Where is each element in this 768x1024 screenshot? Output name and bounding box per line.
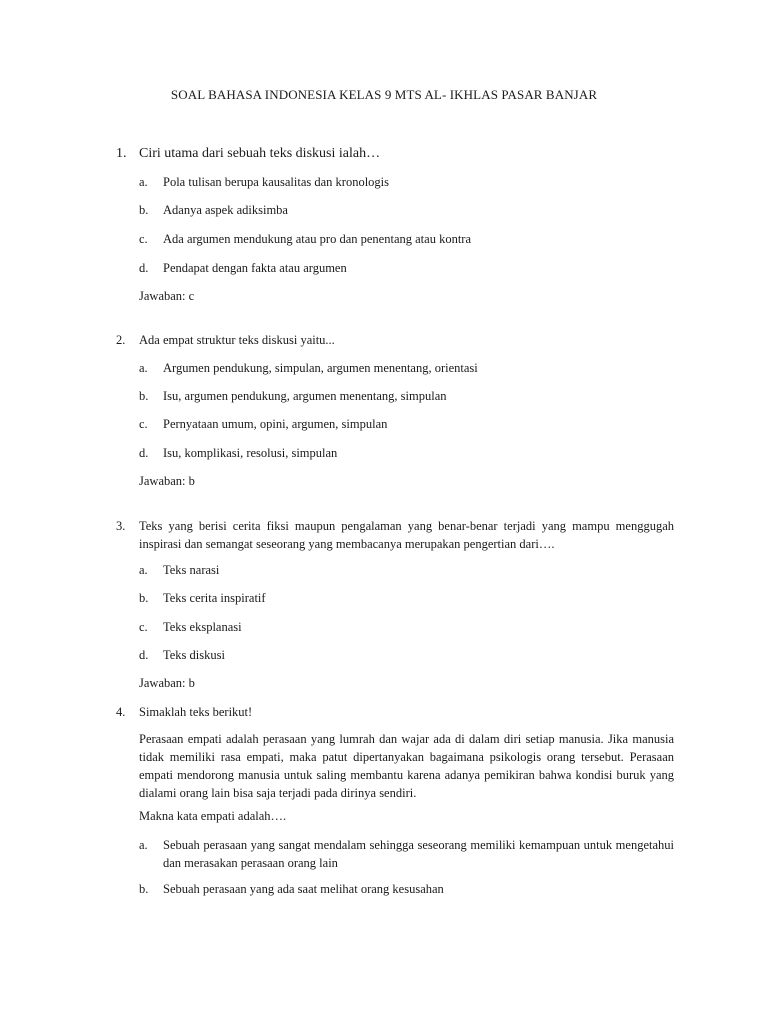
q4-number: 4. [116, 705, 126, 719]
q4-option-a-text: Sebuah perasaan yang sangat mendalam sehingga seseorang memiliki kemampuan untuk mengetahui dan merasakan perasaan orang lain [163, 838, 674, 870]
q4-text: Simaklah teks berikut! [139, 705, 253, 719]
q2-option-d-text: Isu, komplikasi, resolusi, simpulan [163, 446, 338, 460]
q2-option-d-letter: d. [139, 446, 149, 460]
q4-option-b-text: Sebuah perasaan yang ada saat melihat orang kesusahan [163, 882, 444, 896]
q3-option-c-letter: c. [139, 620, 148, 634]
q2-text: Ada empat struktur teks diskusi yaitu... [139, 333, 335, 347]
q1-text: Ciri utama dari sebuah teks diskusi ialah… [139, 146, 381, 161]
q4-option-a-letter: a. [139, 838, 148, 852]
q1-option-d-letter: d. [139, 261, 149, 275]
document-title: SOAL BAHASA INDONESIA KELAS 9 MTS AL- IKHLAS PASAR BANJAR [170, 87, 598, 102]
q2-number: 2. [116, 333, 126, 347]
q1-option-b-text: Adanya aspek adiksimba [163, 203, 288, 217]
q1-number: 1. [116, 146, 127, 161]
q4-question: Makna kata empati adalah…. [139, 809, 287, 823]
q1-option-b-letter: b. [139, 203, 149, 217]
q2-option-b-letter: b. [139, 389, 149, 403]
q3-option-b-letter: b. [139, 591, 149, 605]
q2-option-b-text: Isu, argumen pendukung, argumen menentang, simpulan [163, 389, 447, 403]
q3-number: 3. [116, 519, 126, 533]
q3-option-d-text: Teks diskusi [163, 648, 225, 662]
q1-option-a-letter: a. [139, 175, 148, 189]
q2-option-c-text: Pernyataan umum, opini, argumen, simpulan [163, 417, 388, 431]
q3-option-b-text: Teks cerita inspiratif [163, 591, 266, 605]
q3-option-c-text: Teks eksplanasi [163, 620, 242, 634]
q2-option-a-text: Argumen pendukung, simpulan, argumen menentang, orientasi [163, 361, 478, 375]
q2-option-c-letter: c. [139, 417, 148, 431]
q1-option-a-text: Pola tulisan berupa kausalitas dan kronologis [163, 175, 390, 189]
q4-option-b-letter: b. [139, 882, 149, 896]
q4-passage: Perasaan empati adalah perasaan yang lumrah dan wajar ada di dalam diri setiap manusia. Jika manusia tidak memiliki rasa empati, maka patut dipertanyakan bagaimana psikologis orang tersebut. Perasaan empati mendorong manusia untuk saling membantu karena adanya pemikiran bahwa kondisi buruk yang dialami orang lain bisa saja terjadi pada dirinya sendiri. [139, 732, 674, 800]
q3-option-a-text: Teks narasi [163, 563, 220, 577]
q3-option-a-letter: a. [139, 563, 148, 577]
q1-option-c-letter: c. [139, 232, 148, 246]
q2-option-a-letter: a. [139, 361, 148, 375]
q1-answer: Jawaban: c [139, 289, 195, 303]
q1-option-c-text: Ada argumen mendukung atau pro dan penentang atau kontra [163, 232, 472, 246]
q3-text: Teks yang berisi cerita fiksi maupun pengalaman yang benar-benar terjadi yang mampu menggugah inspirasi dan semangat seseorang yang membacanya merupakan pengertian dari…. [139, 519, 674, 551]
q1-option-d-text: Pendapat dengan fakta atau argumen [163, 261, 347, 275]
q3-answer: Jawaban: b [139, 676, 195, 690]
q2-answer: Jawaban: b [139, 474, 195, 488]
q3-option-d-letter: d. [139, 648, 149, 662]
